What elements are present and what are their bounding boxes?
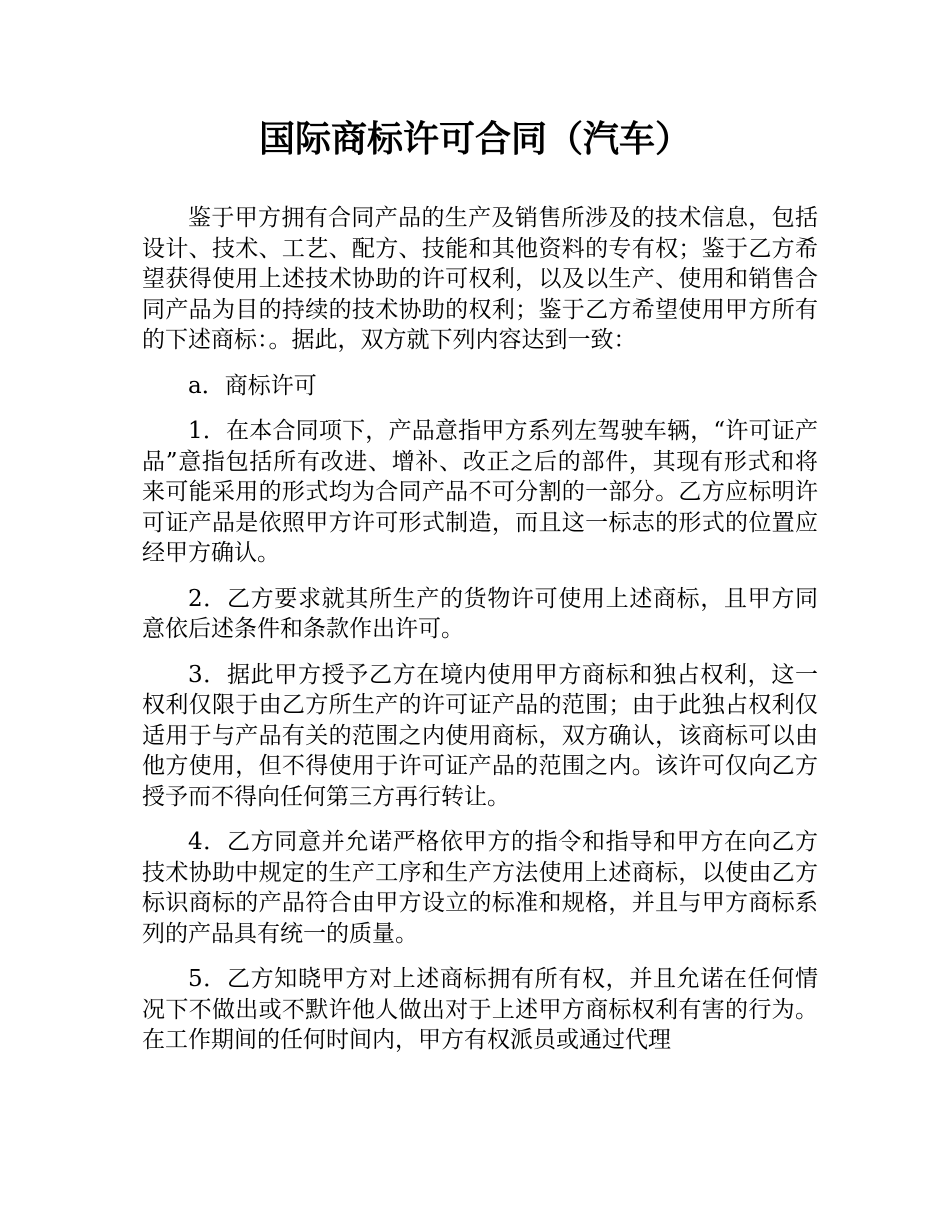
clause-1-paragraph: 1．在本合同项下，产品意指甲方系列左驾驶车辆，“许可证产品”意指包括所有改进、增补、改正之后的部件，其现有形式和将来可能采用的形式均为合同产品不可分割的一部分。乙方应标明许可证产品是依照甲方许可形式制造，而且这一标志的形式的位置应经甲方确认。	[142, 418, 818, 566]
clause-4-paragraph: 4．乙方同意并允诺严格依甲方的指令和指导和甲方在向乙方技术协助中规定的生产工序和生产方法使用上述商标，以使由乙方标识商标的产品符合由甲方设立的标准和规格，并且与甲方商标系列的产品具有统一的质量。	[142, 829, 818, 947]
preamble-paragraph: 鉴于甲方拥有合同产品的生产及销售所涉及的技术信息，包括设计、技术、工艺、配方、技能和其他资料的专有权；鉴于乙方希望获得使用上述技术协助的许可权利，以及以生产、使用和销售合同产品为目的持续的技术协助的权利；鉴于乙方希望使用甲方所有的下述商标：。据此，双方就下列内容达到一致：	[142, 205, 818, 353]
document-title: 国际商标许可合同（汽车）	[258, 119, 691, 160]
section-heading-trademark-license: a．商标许可	[188, 372, 317, 399]
clause-2-paragraph: 2．乙方要求就其所生产的货物许可使用上述商标，且甲方同意依后述条件和条款作出许可。	[142, 585, 818, 642]
clause-5-paragraph: 5．乙方知晓甲方对上述商标拥有所有权，并且允诺在任何情况下不做出或不默许他人做出对于上述甲方商标权利有害的行为。在工作期间的任何时间内，甲方有权派员或通过代理	[142, 966, 818, 1053]
clause-3-paragraph: 3．据此甲方授予乙方在境内使用甲方商标和独占权利，这一权利仅限于由乙方所生产的许可证产品的范围；由于此独占权利仅适用于与产品有关的范围之内使用商标，双方确认，该商标可以由他方使用，但不得使用于许可证产品的范围之内。该许可仅向乙方授予而不得向任何第三方再行转让。	[142, 661, 818, 810]
document-body	[142, 203, 818, 1071]
